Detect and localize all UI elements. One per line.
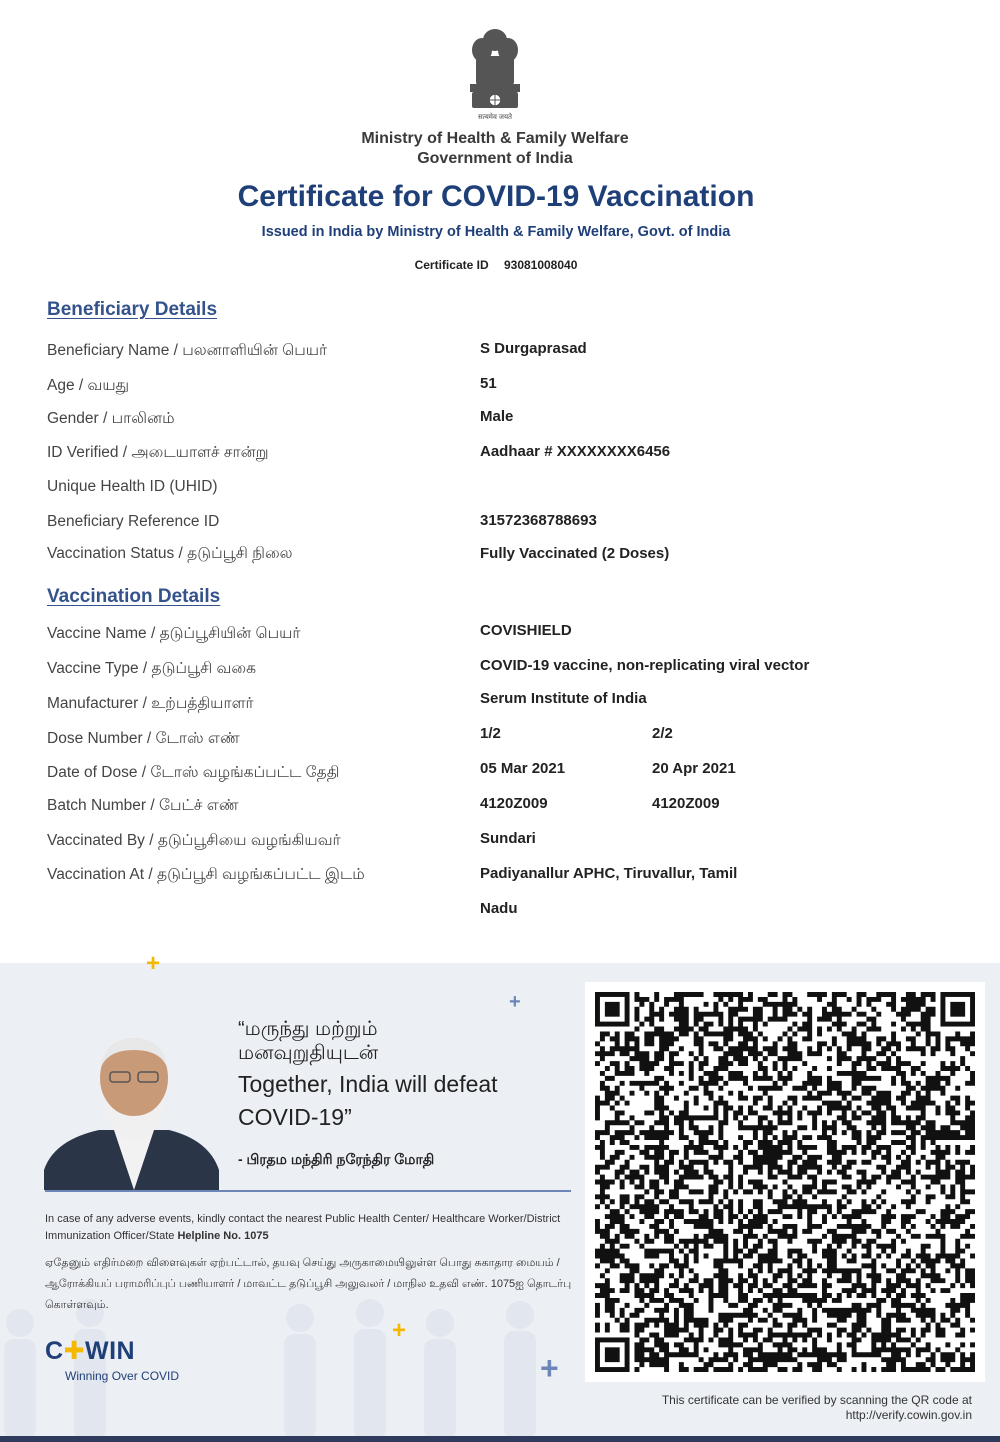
certificate-subtitle: Issued in India by Ministry of Health & Family Welfare, Govt. of India — [261, 224, 731, 240]
age-value: 51 — [480, 375, 497, 392]
batch-number-value-1: 4120Z009 — [480, 795, 548, 812]
qr-verification-note — [560, 1393, 972, 1423]
footer-bottom-bar — [0, 1436, 1000, 1442]
helpline-number: Helpline No. 1075 — [177, 1230, 269, 1242]
manufacturer-value: Serum Institute of India — [480, 690, 647, 707]
qr-note-line1: This certificate can be verified by scanning the QR code at — [661, 1393, 972, 1407]
certificate-id-label: Certificate ID — [414, 258, 489, 272]
ministry-name: Ministry of Health & Family Welfare — [361, 130, 629, 147]
reference-id-value: 31572368788693 — [480, 512, 597, 529]
age-label: Age / வயது — [47, 377, 130, 394]
date-of-dose-value-1: 05 Mar 2021 — [480, 760, 566, 777]
certificate-id-value: 93081008040 — [503, 258, 578, 272]
beneficiary-name-value: S Durgaprasad — [480, 340, 587, 357]
emblem-motto: सत्यमेव जयते — [477, 114, 513, 121]
adverse-events-notice-tamil: ஏதேனும் எதிர்மறை விளைவுகள் ஏற்பட்டால், தயவு செய்து அருகாமையிலுள்ள பொது சுகாதார மையம் / ஆரோக்கியப் பராமரிப்புப் பணியாளர் / மாவட்ட தடுப்பூசி அலுவலர் / மாநில உதவி எண். 1075ஐ தொடர்பு கொள்ளவும். — [45, 1257, 572, 1311]
manufacturer-label: Manufacturer / உற்பத்தியாளர் — [47, 695, 254, 712]
cowin-tagline: Winning Over COVID — [65, 1369, 180, 1383]
quote-attribution: - பிரதம மந்திரி நரேந்திர மோதி — [238, 1151, 435, 1167]
dose-number-value-1: 1/2 — [480, 725, 501, 742]
qr-note-line2: http://verify.cowin.gov.in — [845, 1408, 972, 1422]
cowin-logo-plus-icon: ✚ — [63, 1337, 86, 1365]
dose-number-value-2: 2/2 — [652, 725, 673, 742]
vaccinated-by-value: Sundari — [480, 830, 536, 847]
adverse-events-text: In case of any adverse events, kindly contact the nearest Public Health Center/ Healthcare Worker/District Immunization Officer/State — [45, 1213, 561, 1242]
vaccination-at-value: Padiyanallur APHC, Tiruvallur, Tamil — [480, 865, 738, 882]
batch-number-label: Batch Number / பேட்ச் எண் — [47, 797, 239, 814]
prime-minister-portrait-icon — [44, 1030, 224, 1190]
vaccine-type-label: Vaccine Type / தடுப்பூசி வகை — [47, 660, 256, 677]
footer-divider — [45, 1190, 571, 1192]
qr-code-icon — [585, 982, 985, 1382]
vaccination-at-label: Vaccination At / தடுப்பூசி வழங்கப்பட்ட இடம் — [47, 866, 365, 883]
vaccination-status-label: Vaccination Status / தடுப்பூசி நிலை — [47, 545, 293, 562]
batch-number-value-2: 4120Z009 — [652, 795, 720, 812]
dose-number-label: Dose Number / டோஸ் எண் — [47, 730, 240, 747]
qr-code-container — [585, 982, 985, 1382]
id-verified-label: ID Verified / அடையாளச் சான்று — [47, 444, 269, 461]
beneficiary-name-label: Beneficiary Name / பலனாளியின் பெயர் — [47, 342, 328, 359]
quote-tamil: “மருந்து மற்றும் மனவுறுதியுடன் — [238, 1018, 379, 1064]
cowin-logo-c: C — [45, 1337, 64, 1365]
reference-id-label: Beneficiary Reference ID — [47, 513, 220, 530]
date-of-dose-value-2: 20 Apr 2021 — [652, 760, 736, 777]
plus-icon: + — [146, 950, 161, 977]
vaccination-status-value: Fully Vaccinated (2 Doses) — [480, 545, 670, 562]
quote-english: Together, India will defeat COVID-19” — [238, 1071, 498, 1130]
vaccinated-by-label: Vaccinated By / தடுப்பூசியை வழங்கியவர் — [47, 832, 341, 849]
plus-icon: + — [509, 991, 521, 1013]
government-name: Government of India — [417, 150, 573, 167]
plus-icon: + — [392, 1317, 407, 1344]
vaccination-section-title: Vaccination Details — [47, 586, 221, 607]
cowin-logo-rest: WIN — [85, 1337, 136, 1365]
gender-value: Male — [480, 408, 514, 425]
adverse-events-notice-english — [45, 1211, 585, 1245]
certificate-id — [0, 258, 992, 272]
gender-label: Gender / பாலினம் — [47, 410, 175, 427]
beneficiary-section-title: Beneficiary Details — [47, 299, 218, 320]
date-of-dose-label: Date of Dose / டோஸ் வழங்கப்பட்ட தேதி — [47, 764, 340, 781]
uhid-label: Unique Health ID (UHID) — [47, 478, 218, 495]
vaccine-name-label: Vaccine Name / தடுப்பூசியின் பெயர் — [47, 625, 301, 642]
certificate-title: Certificate for COVID-19 Vaccination — [237, 180, 755, 213]
state-emblem-icon — [462, 26, 528, 122]
plus-icon: + — [540, 1350, 559, 1386]
vaccination-at-value-line2: Nadu — [480, 900, 518, 917]
vaccine-name-value: COVISHIELD — [480, 622, 572, 639]
id-verified-value: Aadhaar # XXXXXXXX6456 — [480, 443, 671, 460]
cowin-logo — [45, 1336, 135, 1366]
vaccine-type-value: COVID-19 vaccine, non-replicating viral vector — [480, 657, 810, 674]
